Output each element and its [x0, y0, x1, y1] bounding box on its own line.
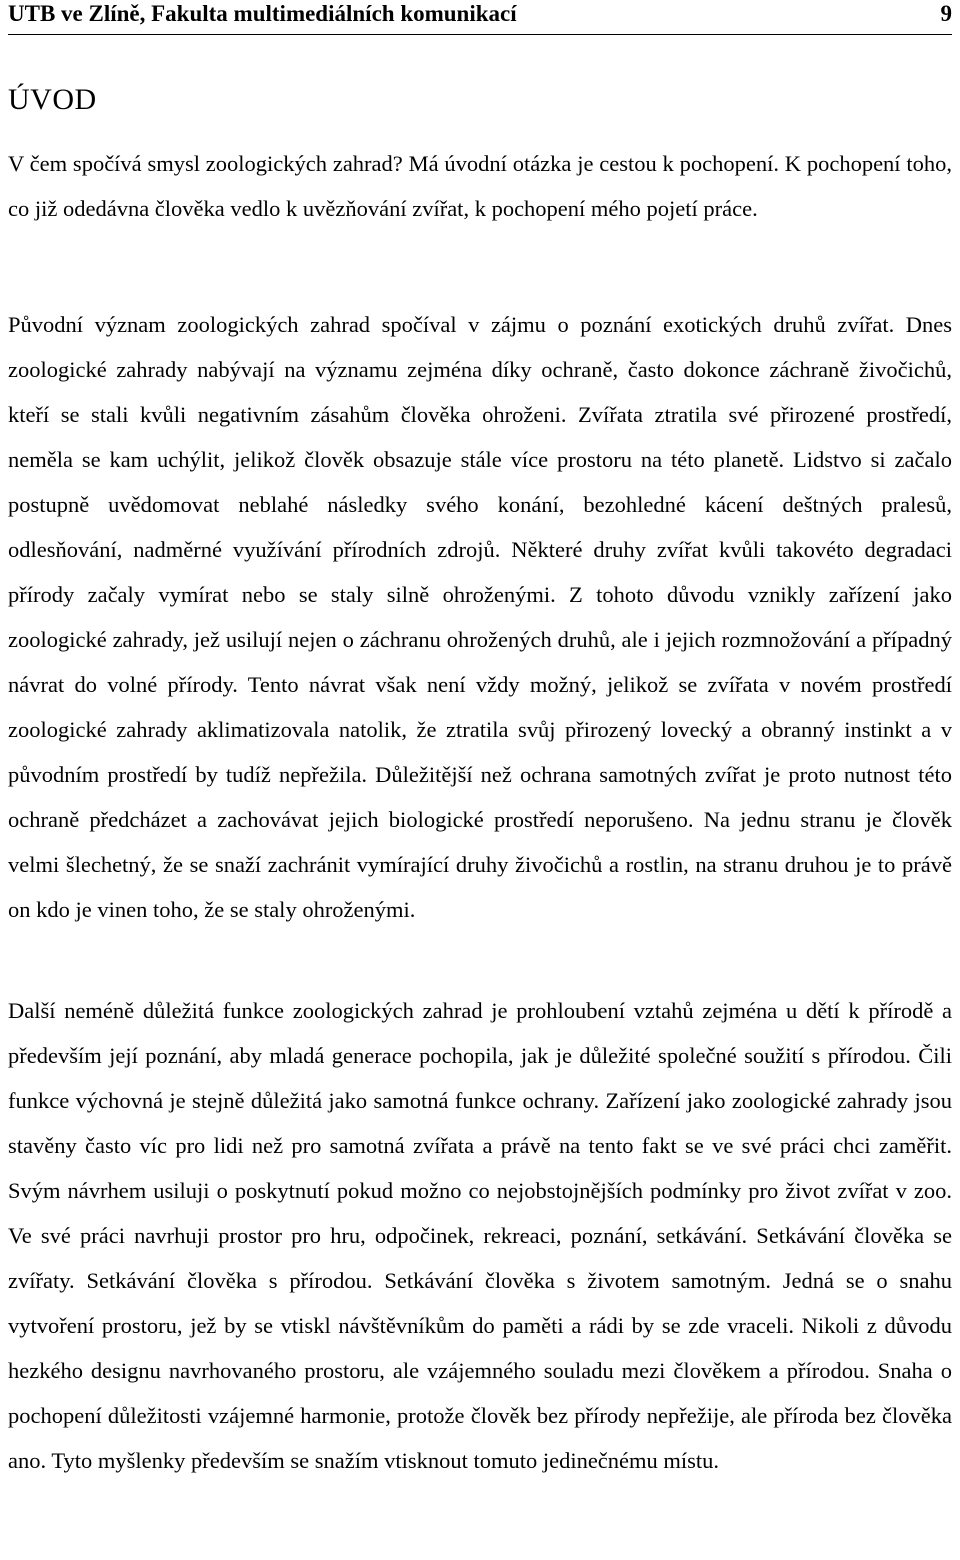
page-number: 9	[940, 1, 952, 26]
paragraph-intro-question: V čem spočívá smysl zoologických zahrad? Má úvodní otázka je cestou k pochopení. K pochopení toho, co již odedávna člověka vedlo k uvězňování zvířat, k pochopení mého pojetí práce.	[8, 151, 952, 221]
chapter-title: ÚVOD	[8, 83, 97, 116]
paragraph-educational-function: Další neméně důležitá funkce zoologických zahrad je prohloubení vztahů zejména u dětí k přírodě a především její poznání, aby mladá generace pochopila, jak je důležité společné soužití s přírodou. Čili funkce výchovná je stejně důležitá jako samotná funkce ochrany. Zařízení jako zoologické zahrady jsou stavěny často víc pro lidi než pro samotná zvířata a právě na tento fakt se ve své práci chci zaměřit. Svým návrhem usiluji o poskytnutí pokud možno co nejobstojnějších podmínky pro život zvířat v zoo. Ve své práci navrhuji prostor pro hru, odpočinek, rekreaci, poznání, setkávání. Setkávání člověka se zvířaty. Setkávání člověka s přírodou. Setkávání člověka s životem samotným. Jedná se o snahu vytvoření prostoru, jež by se vtiskl návštěvníkům do paměti a rádi by se zde vraceli. Nikoli z důvodu hezkého designu navrhovaného prostoru, ale vzájemného souladu mezi člověkem a přírodou. Snaha o pochopení důležitosti vzájemné harmonie, protože člověk bez přírody nepřežije, ale příroda bez člověka ano. Tyto myšlenky především se snažím vtisknout tomuto jedinečnému místu.	[8, 998, 952, 1473]
header-title: UTB ve Zlíně, Fakulta multimediálních komunikací	[8, 1, 517, 26]
page-header	[8, 0, 952, 35]
paragraph-original-purpose: Původní význam zoologických zahrad spočíval v zájmu o poznání exotických druhů zvířat. Dnes zoologické zahrady nabývají na významu zejména díky ochraně, často dokonce záchraně živočichů, kteří se stali kvůli negativním zásahům člověka ohroženi. Zvířata ztratila své přirozené prostředí, neměla se kam uchýlit, jelikož člověk obsazuje stále více prostoru na této planetě. Lidstvo si začalo postupně uvědomovat neblahé následky svého konání, bezohledné kácení deštných pralesů, odlesňování, nadměrné využívání přírodních zdrojů. Některé druhy zvířat kvůli takovéto degradaci přírody začaly vymírat nebo se staly silně ohroženými. Z tohoto důvodu vznikly zařízení jako zoologické zahrady, jež usilují nejen o záchranu ohrožených druhů, ale i jejich rozmnožování a případný návrat do volné přírody. Tento návrat však není vždy možný, jelikož se zvířata v novém prostředí zoologické zahrady aklimatizovala natolik, že ztratila svůj přirozený lovecký a obranný instinkt a v původním prostředí by tudíž nepřežila. Důležitější než ochrana samotných zvířat je proto nutnost této ochraně předcházet a zachovávat jejich biologické prostředí neporušeno. Na jednu stranu je člověk velmi šlechetný, že se snaží zachránit vymírající druhy živočichů a rostlin, na stranu druhou je to právě on kdo je vinen toho, že se staly ohroženými.	[8, 312, 952, 922]
